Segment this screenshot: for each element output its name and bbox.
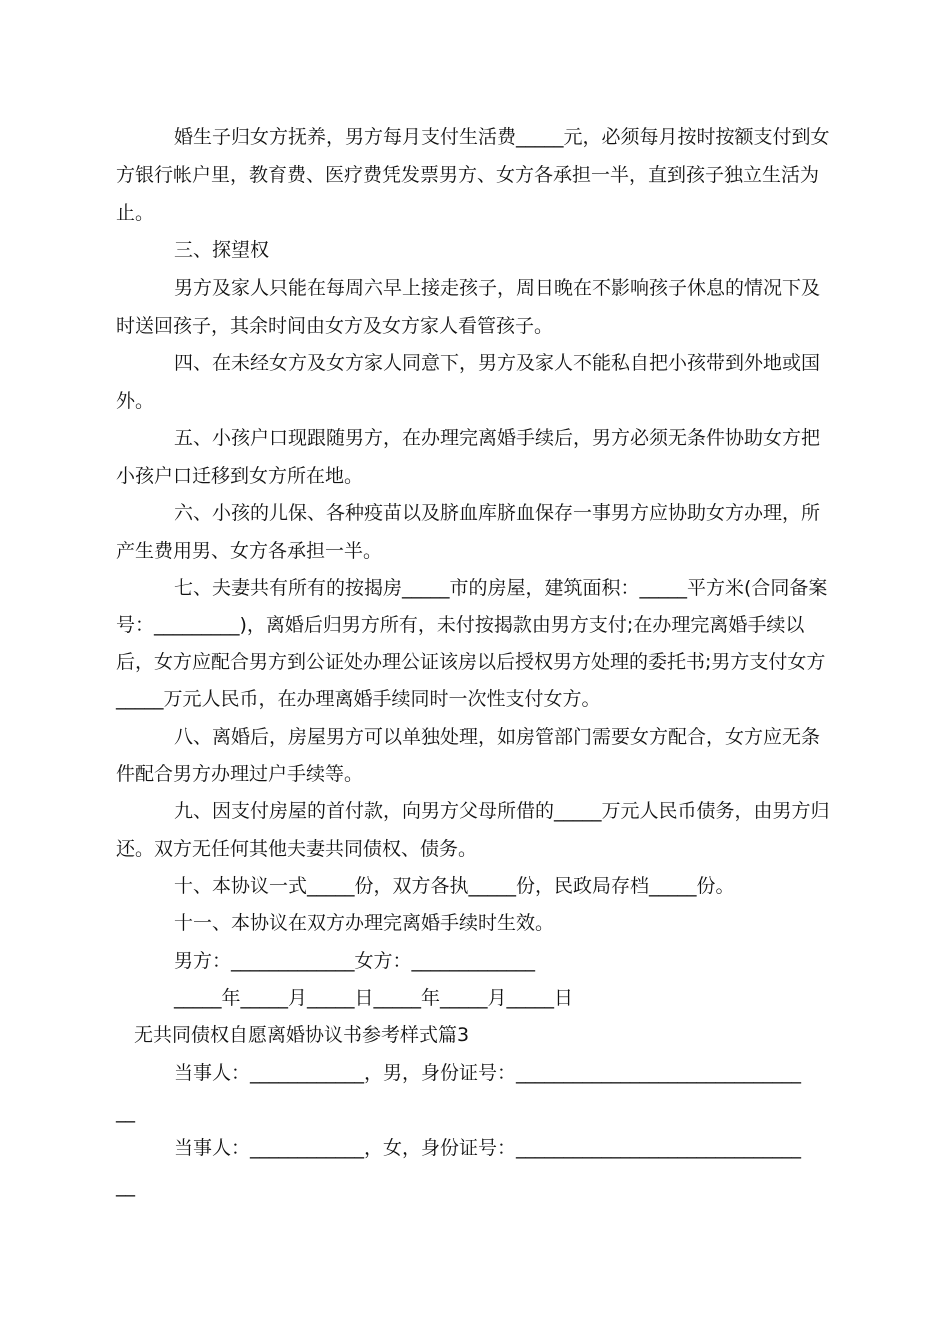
paragraph-line: _____万元人民币，在办理离婚手续同时一次性支付女方。 <box>116 688 601 710</box>
paragraph-line: 六、小孩的儿保、各种疫苗以及脐血库脐血保存一事男方应协助女方办理，所 <box>174 502 821 524</box>
paragraph-line: 七、夫妻共有所有的按揭房_____市的房屋，建筑面积：_____平方米(合同备案 <box>174 577 828 599</box>
party-line-continuation: __ <box>116 1175 135 1197</box>
paragraph-line: 后，女方应配合男方到公证处办理公证该房以后授权男方处理的委托书;男方支付女方 <box>116 651 826 673</box>
paragraph-line: 八、离婚后，房屋男方可以单独处理，如房管部门需要女方配合，女方应无条 <box>174 726 821 748</box>
paragraph-line: 产生费用男、女方各承担一半。 <box>116 540 383 562</box>
section-heading: 三、探望权 <box>174 239 270 261</box>
paragraph-line: 小孩户口迁移到女方所在地。 <box>116 465 364 487</box>
signature-line: 男方：_____________女方：_____________ <box>174 950 536 972</box>
paragraph-line: 外。 <box>116 390 155 412</box>
paragraph-line: 止。 <box>116 202 155 224</box>
party-line-continuation: __ <box>116 1101 135 1123</box>
paragraph-line: 十一、本协议在双方办理完离婚手续时生效。 <box>174 912 555 934</box>
section-title: 无共同债权自愿离婚协议书参考样式篇3 <box>134 1024 470 1046</box>
paragraph-line: 号：_________)，离婚后归男方所有，未付按揭款由男方支付;在办理完离婚手续以 <box>116 614 805 636</box>
paragraph-line: 件配合男方办理过户手续等。 <box>116 763 364 785</box>
paragraph-line: 还。双方无任何其他夫妻共同债权、债务。 <box>116 838 478 860</box>
paragraph-line: 男方及家人只能在每周六早上接走孩子，周日晚在不影响孩子休息的情况下及 <box>174 277 821 299</box>
paragraph-line: 十、本协议一式_____份，双方各执_____份，民政局存档_____份。 <box>174 875 735 897</box>
paragraph-line: 婚生子归女方抚养，男方每月支付生活费_____元，必须每月按时按额支付到女 <box>174 126 830 148</box>
date-line: _____年_____月_____日_____年_____月_____日 <box>174 987 574 1009</box>
paragraph-line: 四、在未经女方及女方家人同意下，男方及家人不能私自把小孩带到外地或国 <box>174 352 821 374</box>
paragraph-line: 五、小孩户口现跟随男方，在办理完离婚手续后，男方必须无条件协助女方把 <box>174 427 821 449</box>
paragraph-line: 时送回孩子，其余时间由女方及女方家人看管孩子。 <box>116 315 554 337</box>
paragraph-line: 九、因支付房屋的首付款，向男方父母所借的_____万元人民币债务，由男方归 <box>174 800 830 822</box>
party-line: 当事人：____________，男，身份证号：______________________________ <box>174 1062 802 1084</box>
paragraph-line: 方银行帐户里，教育费、医疗费凭发票男方、女方各承担一半，直到孩子独立生活为 <box>116 164 820 186</box>
party-line: 当事人：____________，女，身份证号：______________________________ <box>174 1137 802 1159</box>
